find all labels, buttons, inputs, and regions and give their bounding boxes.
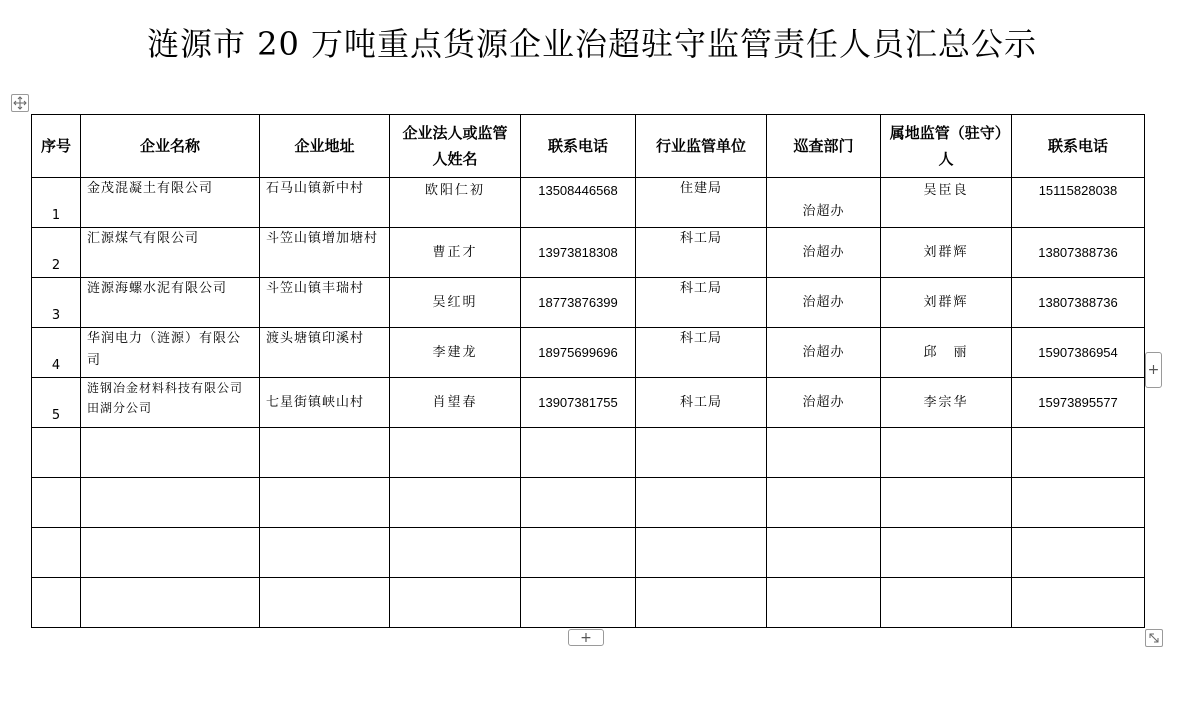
cell-industry-unit[interactable]: 科工局 bbox=[636, 278, 767, 328]
cell-supervisor-phone[interactable]: 15115828038 bbox=[1012, 178, 1145, 228]
header-cell-legal-person[interactable]: 企业法人或监管人姓名 bbox=[390, 115, 521, 178]
empty-cell[interactable] bbox=[32, 478, 81, 528]
empty-cell[interactable] bbox=[881, 478, 1012, 528]
cell-company-name[interactable]: 涟钢冶金材料科技有限公司田湖分公司 bbox=[81, 378, 260, 428]
cell-company-address[interactable]: 石马山镇新中村 bbox=[260, 178, 390, 228]
empty-cell[interactable] bbox=[390, 478, 521, 528]
cell-local-supervisor[interactable]: 吴臣良 bbox=[881, 178, 1012, 228]
add-column-button[interactable] bbox=[1145, 352, 1162, 388]
empty-cell[interactable] bbox=[636, 578, 767, 628]
plus-icon: + bbox=[580, 629, 592, 646]
cell-patrol-dept[interactable]: 治超办 bbox=[767, 378, 881, 428]
cell-patrol-dept[interactable]: 治超办 bbox=[767, 178, 881, 228]
table-row bbox=[32, 328, 1145, 378]
cell-company-address[interactable]: 七星街镇峡山村 bbox=[260, 378, 390, 428]
empty-cell[interactable] bbox=[1012, 428, 1145, 478]
empty-cell[interactable] bbox=[1012, 578, 1145, 628]
empty-cell[interactable] bbox=[521, 528, 636, 578]
cell-phone[interactable]: 13907381755 bbox=[521, 378, 636, 428]
cell-local-supervisor[interactable]: 刘群辉 bbox=[881, 228, 1012, 278]
cell-phone[interactable]: 13508446568 bbox=[521, 178, 636, 228]
empty-table-row bbox=[32, 428, 1145, 478]
empty-cell[interactable] bbox=[81, 578, 260, 628]
empty-cell[interactable] bbox=[260, 578, 390, 628]
table-row bbox=[32, 178, 1145, 228]
cell-no[interactable]: 1 bbox=[32, 178, 81, 228]
empty-cell[interactable] bbox=[521, 578, 636, 628]
cell-local-supervisor[interactable]: 邱 丽 bbox=[881, 328, 1012, 378]
empty-cell[interactable] bbox=[767, 428, 881, 478]
cell-company-name[interactable]: 汇源煤气有限公司 bbox=[81, 228, 260, 278]
cell-supervisor-phone[interactable]: 15907386954 bbox=[1012, 328, 1145, 378]
cell-legal-person[interactable]: 曹正才 bbox=[390, 228, 521, 278]
empty-cell[interactable] bbox=[81, 478, 260, 528]
empty-cell[interactable] bbox=[32, 528, 81, 578]
header-cell-phone[interactable]: 联系电话 bbox=[521, 115, 636, 178]
resize-diagonal-icon bbox=[1148, 632, 1160, 644]
empty-cell[interactable] bbox=[260, 478, 390, 528]
empty-cell[interactable] bbox=[521, 428, 636, 478]
table-row bbox=[32, 378, 1145, 428]
empty-cell[interactable] bbox=[1012, 528, 1145, 578]
cell-legal-person[interactable]: 肖望春 bbox=[390, 378, 521, 428]
cell-company-address[interactable]: 斗笠山镇丰瑞村 bbox=[260, 278, 390, 328]
empty-cell[interactable] bbox=[767, 578, 881, 628]
responsibility-table bbox=[31, 114, 1145, 628]
empty-cell[interactable] bbox=[881, 578, 1012, 628]
empty-cell[interactable] bbox=[881, 428, 1012, 478]
cell-patrol-dept[interactable]: 治超办 bbox=[767, 328, 881, 378]
empty-cell[interactable] bbox=[881, 528, 1012, 578]
cell-company-name[interactable]: 金茂混凝土有限公司 bbox=[81, 178, 260, 228]
plus-icon: + bbox=[1147, 362, 1160, 378]
empty-table-row bbox=[32, 478, 1145, 528]
cell-patrol-dept[interactable]: 治超办 bbox=[767, 278, 881, 328]
empty-cell[interactable] bbox=[1012, 478, 1145, 528]
cell-local-supervisor[interactable]: 李宗华 bbox=[881, 378, 1012, 428]
cell-supervisor-phone[interactable]: 13807388736 bbox=[1012, 228, 1145, 278]
table-row bbox=[32, 228, 1145, 278]
cell-legal-person[interactable]: 李建龙 bbox=[390, 328, 521, 378]
header-cell-local-supervisor[interactable]: 属地监管（驻守）人 bbox=[881, 115, 1012, 178]
empty-cell[interactable] bbox=[260, 528, 390, 578]
cell-company-address[interactable]: 斗笠山镇增加塘村 bbox=[260, 228, 390, 278]
cell-no[interactable]: 3 bbox=[32, 278, 81, 328]
cell-company-name[interactable]: 涟源海螺水泥有限公司 bbox=[81, 278, 260, 328]
empty-cell[interactable] bbox=[521, 478, 636, 528]
cell-patrol-dept[interactable]: 治超办 bbox=[767, 228, 881, 278]
table-header-row bbox=[32, 115, 1145, 178]
empty-cell[interactable] bbox=[767, 528, 881, 578]
empty-cell[interactable] bbox=[390, 428, 521, 478]
empty-cell[interactable] bbox=[390, 528, 521, 578]
header-cell-no[interactable]: 序号 bbox=[32, 115, 81, 178]
empty-cell[interactable] bbox=[32, 578, 81, 628]
empty-cell[interactable] bbox=[636, 428, 767, 478]
cell-phone[interactable]: 13973818308 bbox=[521, 228, 636, 278]
cell-company-name[interactable]: 华润电力（涟源）有限公司 bbox=[81, 328, 260, 378]
cell-industry-unit[interactable]: 科工局 bbox=[636, 378, 767, 428]
empty-cell[interactable] bbox=[32, 428, 81, 478]
cell-industry-unit[interactable]: 科工局 bbox=[636, 328, 767, 378]
cell-supervisor-phone[interactable]: 13807388736 bbox=[1012, 278, 1145, 328]
empty-table-row bbox=[32, 578, 1145, 628]
empty-cell[interactable] bbox=[767, 478, 881, 528]
table-resize-handle[interactable] bbox=[1145, 629, 1163, 647]
cell-phone[interactable]: 18773876399 bbox=[521, 278, 636, 328]
cell-company-address[interactable]: 渡头塘镇印溪村 bbox=[260, 328, 390, 378]
cell-legal-person[interactable]: 吴红明 bbox=[390, 278, 521, 328]
cell-phone[interactable]: 18975699696 bbox=[521, 328, 636, 378]
empty-cell[interactable] bbox=[390, 578, 521, 628]
header-cell-supervisor-phone[interactable]: 联系电话 bbox=[1012, 115, 1145, 178]
page-title: 涟源市 20 万吨重点货源企业治超驻守监管责任人员汇总公示 bbox=[146, 25, 1038, 63]
empty-cell[interactable] bbox=[636, 478, 767, 528]
table-row bbox=[32, 278, 1145, 328]
header-cell-patrol-dept[interactable]: 巡查部门 bbox=[767, 115, 881, 178]
header-cell-company-address[interactable]: 企业地址 bbox=[260, 115, 390, 178]
empty-cell[interactable] bbox=[81, 528, 260, 578]
header-cell-industry-unit[interactable]: 行业监管单位 bbox=[636, 115, 767, 178]
cell-no[interactable]: 5 bbox=[32, 378, 81, 428]
cell-legal-person[interactable]: 欧阳仁初 bbox=[390, 178, 521, 228]
add-row-button[interactable] bbox=[568, 629, 604, 646]
cell-no[interactable]: 4 bbox=[32, 328, 81, 378]
header-cell-company-name[interactable]: 企业名称 bbox=[81, 115, 260, 178]
cell-supervisor-phone[interactable]: 15973895577 bbox=[1012, 378, 1145, 428]
empty-table-row bbox=[32, 528, 1145, 578]
cell-industry-unit[interactable]: 住建局 bbox=[636, 178, 767, 228]
table-move-handle[interactable] bbox=[11, 94, 29, 112]
move-arrows-icon bbox=[13, 96, 27, 110]
empty-cell[interactable] bbox=[81, 428, 260, 478]
cell-no[interactable]: 2 bbox=[32, 228, 81, 278]
empty-cell[interactable] bbox=[260, 428, 390, 478]
empty-cell[interactable] bbox=[636, 528, 767, 578]
cell-industry-unit[interactable]: 科工局 bbox=[636, 228, 767, 278]
cell-local-supervisor[interactable]: 刘群辉 bbox=[881, 278, 1012, 328]
